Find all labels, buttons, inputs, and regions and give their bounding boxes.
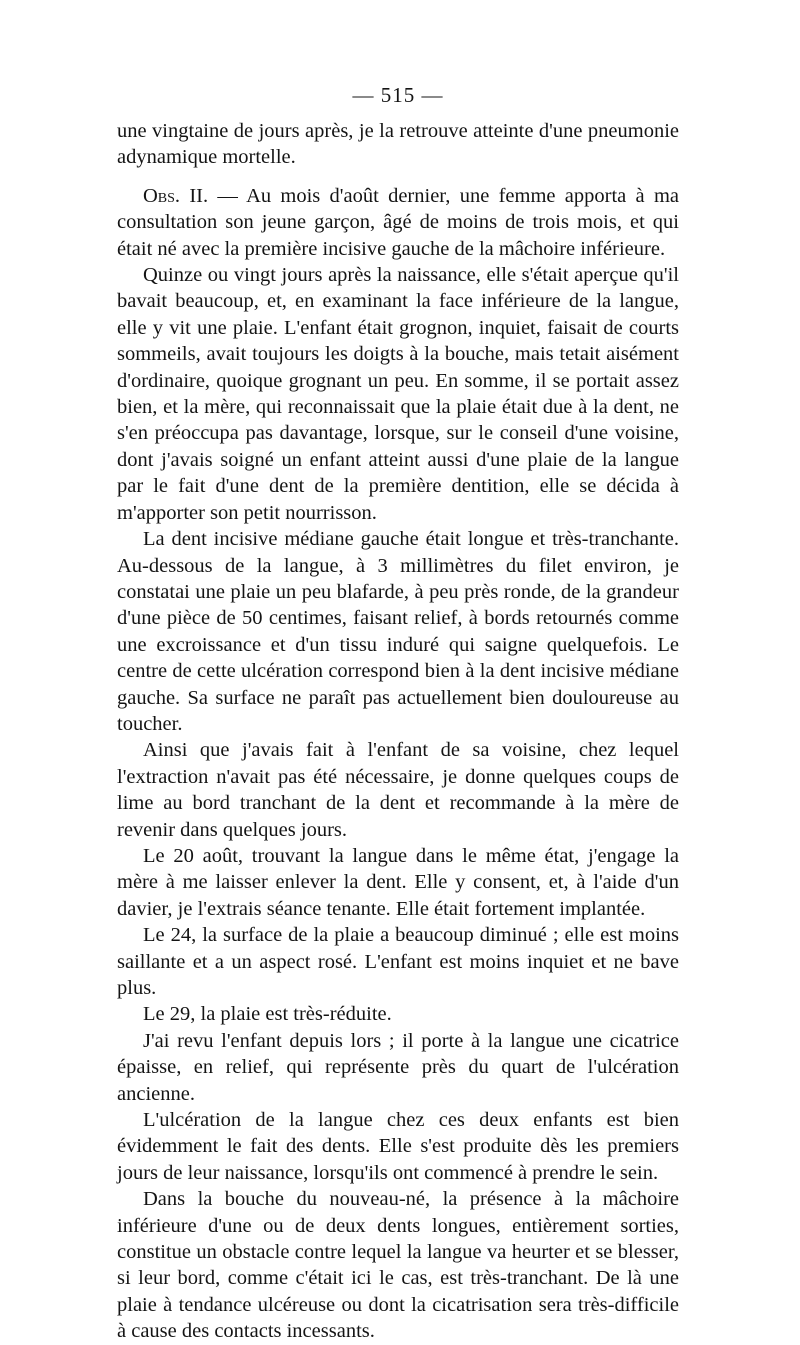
paragraph-5: Ainsi que j'avais fait à l'enfant de sa voisine, chez lequel l'extraction n'avait pas été nécessaire, je donne quelques coups de lime au bord tranchant de la dent et recommande à la mère de revenir dans quelques jours. xyxy=(117,739,679,841)
page-number: — 515 — xyxy=(352,83,444,107)
paragraph-9: J'ai revu l'enfant depuis lors ; il porte à la langue une cicatrice épaisse, en relief, qui représente près du quart de l'ulcération ancienne. xyxy=(117,1029,679,1105)
paragraph-3: Quinze ou vingt jours après la naissance, elle s'était aperçue qu'il bavait beaucoup, et, en examinant la face inférieure de la langue, elle y vit une plaie. L'enfant était grognon, inquiet, faisait de courts sommeils, avait toujours les doigts à la bouche, mais tetait aisément d'ordinaire, quoique grognant un peu. En somme, il se portait assez bien, et la mère, qui reconnaissait que la plaie était due à la dent, ne s'en préoccupa pas davantage, lorsque, sur le conseil d'une voisine, dont j'avais soigné un enfant atteint aussi d'une plaie de la langue par le fait d'une dent de la première dentition, elle se décida à m'apporter son petit nourrisson. xyxy=(117,264,679,524)
paragraph-2 xyxy=(117,183,679,262)
paragraph-6: Le 20 août, trouvant la langue dans le même état, j'engage la mère à me laisser enlever la dent. Elle y consent, et, à l'aide d'un davier, je l'extrais séance tenante. Elle était fortement implantée. xyxy=(117,844,679,920)
paragraph-11: Dans la bouche du nouveau-né, la présence à la mâchoire inférieure d'une ou de deux dents longues, entièrement sorties, constitue un obstacle contre lequel la langue va heurter et se blesser, si leur bord, comme c'était ici le cas, est très-tranchant. De là une plaie à tendance ulcéreuse ou dont la cicatrisation sera très-difficile à cause des contacts incessants. xyxy=(117,1188,679,1343)
paragraph-1: une vingtaine de jours après, je la retrouve atteinte d'une pneumonie adynamique mortelle. xyxy=(117,120,679,169)
paragraph-7: Le 24, la surface de la plaie a beaucoup diminué ; elle est moins saillante et a un aspect rosé. L'enfant est moins inquiet et ne bave plus. xyxy=(117,924,679,999)
document-page xyxy=(117,82,679,1345)
paragraph-10: L'ulcération de la langue chez ces deux enfants est bien évidemment le fait des dents. Elle s'est produite dès les premiers jours de leur naissance, lorsqu'ils ont commencé à prendre le sein. xyxy=(117,1109,679,1184)
paragraph-4: La dent incisive médiane gauche était longue et très-tranchante. Au-dessous de la langue, à 3 millimètres du filet environ, je constatai une plaie un peu blafarde, à peu près ronde, de la grandeur d'une pièce de 50 centimes, faisant relief, à bords retournés comme une excroissance et d'un tissu induré qui saigne quelquefois. Le centre de cette ulcération correspond bien à la dent incisive médiane gauche. Sa surface ne paraît pas actuellement bien douloureuse au toucher. xyxy=(117,528,679,735)
paragraph-2-text: — Au mois d'août dernier, une femme apporta à ma consultation son jeune garçon, âgé de moins de trois mois, et qui était né avec la première incisive gauche de la mâchoire inférieure. xyxy=(117,184,679,260)
observation-label: Obs. II. xyxy=(143,184,209,207)
paragraph-8: Le 29, la plaie est très-réduite. xyxy=(143,1003,392,1026)
